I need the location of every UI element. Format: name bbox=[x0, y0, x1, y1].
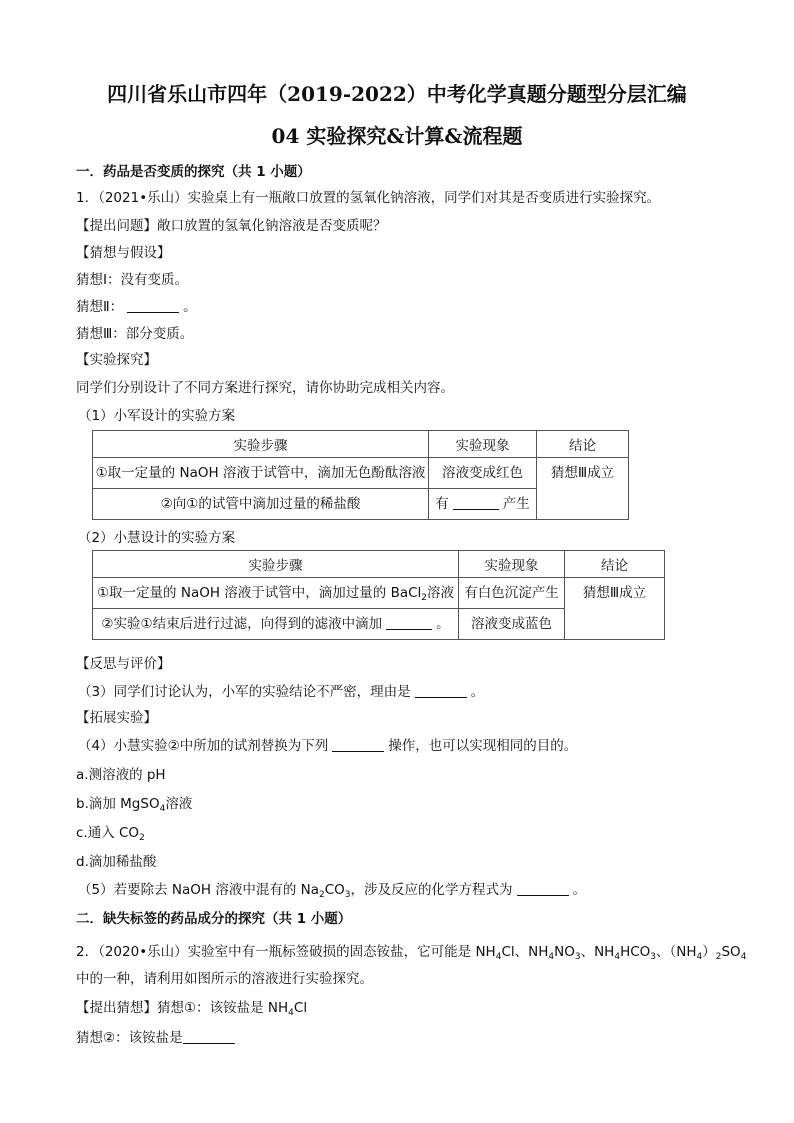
guess-2-suffix: 。 bbox=[183, 299, 197, 315]
ask-problem: 【提出问题】敞口放置的氢氧化钠溶液是否变质呢？ bbox=[76, 218, 387, 234]
q2-text: Cl、NH bbox=[501, 944, 549, 960]
subscript: 4 bbox=[548, 952, 555, 962]
q2-line2: 中的一种，请利用如图所示的溶液进行实验探究。 bbox=[76, 971, 373, 987]
phenomenon-suffix: 产生 bbox=[502, 496, 530, 512]
q2-text: NO bbox=[554, 944, 575, 960]
subscript: 4 bbox=[614, 952, 621, 962]
q3-end: 。 bbox=[470, 684, 485, 700]
table-row bbox=[93, 551, 665, 578]
q2-text: HCO bbox=[620, 944, 651, 960]
opt-b-text: b.滴加 MgSO bbox=[76, 796, 160, 812]
table-cell: 有白色沉淀产生 bbox=[459, 578, 565, 609]
subscript: 4 bbox=[495, 952, 502, 962]
question-3 bbox=[78, 680, 484, 700]
subscript: 2 bbox=[421, 593, 428, 603]
q5-text: （5）若要除去 NaOH 溶液中混有的 Na bbox=[78, 882, 319, 898]
subscript: 4 bbox=[696, 952, 703, 962]
table-cell-conclusion: 猜想Ⅲ成立 bbox=[537, 458, 629, 520]
option-c bbox=[76, 821, 145, 843]
phenomenon-prefix: 有 bbox=[435, 496, 449, 512]
question-4 bbox=[78, 734, 577, 754]
q5-text: ，涉及反应的化学方程式为 bbox=[350, 882, 513, 898]
table-row bbox=[93, 458, 629, 489]
guess-1: 猜想Ⅰ：没有变质。 bbox=[76, 272, 188, 288]
table-header: 结论 bbox=[537, 431, 629, 458]
table-header: 结论 bbox=[565, 551, 665, 578]
q4-end: 操作，也可以实现相同的目的。 bbox=[388, 738, 578, 754]
opt-c-text: c.通入 CO bbox=[76, 825, 140, 841]
q4-text: （4）小慧实验②中所加的试剂替换为下列 bbox=[78, 738, 329, 754]
q5-blank[interactable] bbox=[517, 883, 569, 896]
phenomenon-blank[interactable] bbox=[453, 497, 499, 510]
step-text: 。 bbox=[436, 616, 450, 632]
q2-intro bbox=[76, 940, 746, 962]
table-cell-conclusion: 猜想Ⅲ成立 bbox=[565, 578, 665, 640]
hypothesis-heading: 【猜想与假设】 bbox=[76, 245, 171, 261]
opt-b-text: 溶液 bbox=[165, 796, 193, 812]
explore-text: 同学们分别设计了不同方案进行探究，请你协助完成相关内容。 bbox=[76, 380, 454, 396]
step-text: ①取一定量的 NaOH 溶液于试管中，滴加过量的 BaCl bbox=[96, 585, 422, 601]
table-cell: ②向①的试管中滴加过量的稀盐酸 bbox=[93, 489, 429, 520]
reagent-blank[interactable] bbox=[386, 617, 432, 630]
table-cell bbox=[429, 489, 537, 520]
q5-text: CO bbox=[324, 882, 345, 898]
table-row bbox=[93, 431, 629, 458]
guess-a bbox=[76, 996, 307, 1018]
option-a: a.测溶液的 pH bbox=[76, 767, 166, 783]
subscript: 3 bbox=[344, 890, 351, 900]
document-title: 四川省乐山市四年（2019-2022）中考化学真题分题型分层汇编 bbox=[107, 82, 687, 106]
sub-question-2: （2）小慧设计的实验方案 bbox=[78, 530, 236, 546]
q3-blank[interactable] bbox=[415, 685, 467, 698]
guess-a-text: 【提出猜想】猜想①：该铵盐是 NH bbox=[76, 1000, 289, 1016]
table-cell: 溶液变成红色 bbox=[429, 458, 537, 489]
guess-2-prefix: 猜想Ⅱ： bbox=[76, 299, 124, 315]
q2-text: ） bbox=[702, 944, 716, 960]
guess-b-text: 猜想②：该铵盐是 bbox=[76, 1030, 183, 1046]
table-header: 实验现象 bbox=[429, 431, 537, 458]
guess-b-blank[interactable] bbox=[183, 1031, 235, 1044]
guess-b bbox=[76, 1026, 239, 1046]
guess-3: 猜想Ⅲ：部分变质。 bbox=[76, 326, 194, 342]
table-row bbox=[93, 578, 665, 609]
experiment-table-1 bbox=[92, 430, 629, 520]
experiment-table-2 bbox=[92, 550, 665, 640]
step-text: ②实验①结束后进行过滤，向得到的滤液中滴加 bbox=[101, 616, 383, 632]
option-d: d.滴加稀盐酸 bbox=[76, 854, 157, 870]
guess-2-blank[interactable] bbox=[127, 300, 179, 313]
step-text: 溶液 bbox=[427, 585, 455, 601]
subscript: 3 bbox=[574, 952, 581, 962]
reflect-heading: 【反思与评价】 bbox=[76, 656, 171, 672]
guess-a-text: Cl bbox=[293, 1000, 308, 1016]
q2-text: SO bbox=[721, 944, 741, 960]
subscript: 4 bbox=[740, 952, 747, 962]
q4-blank[interactable] bbox=[332, 739, 384, 752]
section2-heading: 二．缺失标签的药品成分的探究（共 1 小题） bbox=[76, 911, 352, 927]
q3-text: （3）同学们讨论认为，小军的实验结论不严密，理由是 bbox=[78, 684, 411, 700]
expand-heading: 【拓展实验】 bbox=[76, 710, 157, 726]
table-cell: ①取一定量的 NaOH 溶液于试管中，滴加无色酚酞溶液 bbox=[93, 458, 429, 489]
guess-2 bbox=[76, 295, 197, 315]
table-cell bbox=[93, 609, 459, 640]
table-header: 实验现象 bbox=[459, 551, 565, 578]
subscript: 2 bbox=[139, 833, 145, 843]
table-header: 实验步骤 bbox=[93, 551, 459, 578]
q2-text: 、（NH bbox=[656, 944, 697, 960]
option-b bbox=[76, 792, 192, 814]
section1-heading: 一．药品是否变质的探究（共 1 小题） bbox=[76, 164, 311, 180]
table-cell bbox=[93, 578, 459, 609]
subscript: 2 bbox=[318, 890, 325, 900]
explore-heading: 【实验探究】 bbox=[76, 352, 157, 368]
q5-end: 。 bbox=[572, 882, 587, 898]
table-header: 实验步骤 bbox=[93, 431, 429, 458]
q1-intro: 1．（2021•乐山）实验桌上有一瓶敞口放置的氢氧化钠溶液，同学们对其是否变质进行实验探究。 bbox=[76, 190, 661, 206]
subscript: 4 bbox=[288, 1008, 294, 1018]
table-cell: 溶液变成蓝色 bbox=[459, 609, 565, 640]
sub-question-1: （1）小军设计的实验方案 bbox=[78, 408, 236, 424]
question-5 bbox=[78, 878, 586, 900]
subscript: 4 bbox=[159, 804, 166, 814]
q2-text: 、NH bbox=[580, 944, 615, 960]
subscript: 2 bbox=[715, 952, 722, 962]
q2-text: 2．（2020•乐山）实验室中有一瓶标签破损的固态铵盐，它可能是 NH bbox=[76, 944, 496, 960]
subscript: 3 bbox=[650, 952, 657, 962]
document-subtitle: 04 实验探究&计算&流程题 bbox=[271, 124, 523, 148]
